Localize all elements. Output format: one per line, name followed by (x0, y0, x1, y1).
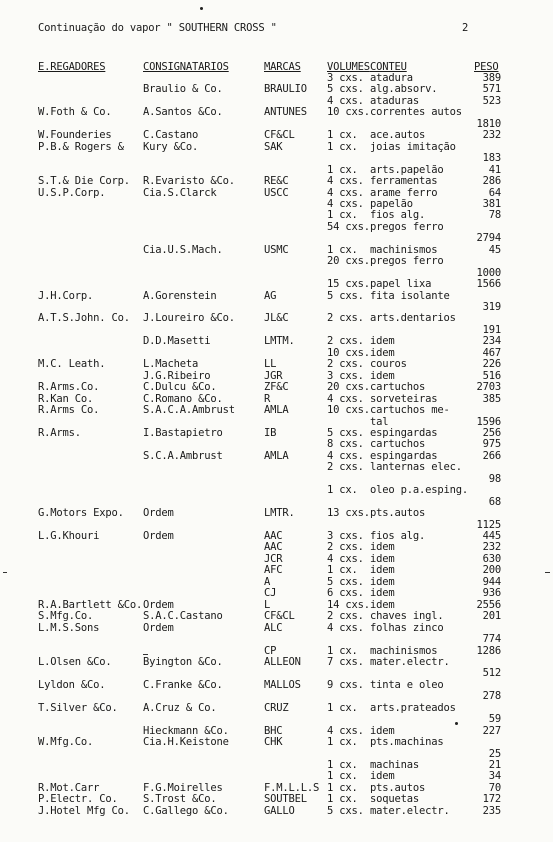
cell-volumes: 5 cxs. (327, 83, 364, 96)
cell-marca: CP (264, 644, 277, 657)
cell-consignatario: Ordem (143, 507, 174, 520)
cell-marca: A (264, 575, 271, 588)
cell-embarcador: P.B.& Rogers & (38, 140, 124, 153)
cell-embarcador: M.C. Leath. (38, 358, 106, 371)
cell-volumes: 8 cxs. (327, 438, 364, 451)
cell-marca: L (264, 598, 271, 611)
cell-conteudo: pts.autos (370, 507, 426, 520)
cell-marca: F.M.L.L.S (264, 781, 320, 794)
cell-conteudo: lanternas elec. (370, 461, 462, 474)
cell-conteudo: idem (370, 552, 395, 565)
cell-marca: AAC (264, 541, 283, 554)
cell-volumes: 2 cxs. (327, 461, 364, 474)
cell-conteudo: machinismos (370, 243, 438, 256)
cell-conteudo: espingardas (370, 426, 438, 439)
cell-marca: BRAULIO (264, 83, 307, 96)
cell-marca: AAC (264, 530, 283, 542)
cell-marca: USCC (264, 186, 289, 199)
cell-conteudo: arame ferro (370, 186, 438, 199)
cell-marca: LL (264, 358, 277, 371)
header-volumes: VOLUMES (327, 61, 370, 73)
cell-marca: BHC (264, 724, 283, 737)
cell-volumes: 10 cxs. (327, 106, 370, 119)
cell-conteudo: pts.machinas (370, 736, 444, 749)
cell-conteudo: correntes autos (370, 106, 462, 119)
margin-mark (143, 654, 148, 655)
cell-embarcador: R.Kan Co. (38, 392, 94, 405)
cell-peso: 467 (482, 346, 501, 359)
cell-consignatario: Ordem (143, 598, 174, 611)
cell-consignatario: Ordem (143, 621, 174, 634)
cell-marca: LMTM. (264, 335, 295, 348)
cell-peso: 266 (482, 449, 501, 462)
cell-embarcador: R.Arms Co. (38, 404, 100, 417)
cell-volumes: 4 cxs. (327, 392, 364, 405)
cell-conteudo: idem (370, 541, 395, 554)
cell-volumes: 20 cxs. (327, 255, 370, 268)
cell-consignatario: Cia.H.Keistone (143, 736, 229, 749)
cell-marca: R (264, 392, 271, 405)
cell-conteudo: ferramentas (370, 175, 438, 188)
ink-dot (455, 722, 458, 725)
ink-dot (200, 7, 203, 10)
cell-conteudo: tinta e oleo (370, 678, 444, 691)
cell-peso: 172 (482, 793, 501, 806)
cell-volumes: 4 cxs. (327, 175, 364, 188)
cell-peso: 630 (482, 552, 501, 565)
cell-volumes: 10 cxs. (327, 404, 370, 417)
cell-consignatario: L.Macheta (143, 358, 199, 371)
cell-volumes: 1 cx. (327, 770, 358, 783)
cell-embarcador: U.S.P.Corp. (38, 186, 106, 199)
cell-embarcador: R.Arms. (38, 426, 81, 439)
cell-peso: 523 (482, 94, 501, 107)
cell-volumes: 7 cxs. (327, 655, 364, 668)
cell-peso: 516 (482, 369, 501, 382)
cell-consignatario: A.Santos &Co. (143, 106, 223, 119)
cell-volumes: 4 cxs. (327, 552, 364, 565)
cell-marca: AFC (264, 564, 283, 577)
cell-peso: 1125 (476, 518, 501, 531)
cell-consignatario: F.G.Moirelles (143, 781, 223, 794)
cell-volumes: 1 cx. (327, 209, 358, 222)
cell-peso: 25 (488, 747, 501, 760)
cell-peso: 256 (482, 426, 501, 439)
cell-consignatario: C.Romano &Co. (143, 392, 223, 405)
cell-peso: 232 (482, 541, 501, 554)
cell-conteudo: cartuchos me- (370, 404, 450, 417)
header-embarcadores: E.REGADORES (38, 61, 106, 73)
cell-volumes: 1 cx. (327, 140, 358, 153)
cell-volumes: 4 cxs. (327, 449, 364, 462)
cell-marca: AMLA (264, 449, 289, 462)
cell-consignatario: Kury &Co. (143, 140, 199, 153)
cell-marca: JCR (264, 552, 283, 565)
cell-consignatario: S.Trost &Co. (143, 793, 217, 806)
cell-volumes: 4 cxs. (327, 197, 364, 210)
cell-marca: CF&CL (264, 610, 295, 623)
cell-embarcador: S.T.& Die Corp. (38, 175, 130, 188)
cell-peso: 68 (488, 495, 501, 508)
cell-conteudo: fita isolante (370, 289, 450, 302)
cell-marca: CHK (264, 736, 283, 749)
cell-peso: 944 (482, 575, 501, 588)
cell-peso: 975 (482, 438, 501, 451)
cell-embarcador: L.M.S.Sons (38, 621, 100, 634)
cell-volumes: 5 cxs. (327, 575, 364, 588)
cell-peso: 2794 (476, 232, 501, 245)
cell-marca: LMTR. (264, 507, 295, 520)
cell-marca: JL&C (264, 312, 289, 325)
cell-conteudo: papelão (370, 197, 413, 210)
cell-conteudo: pts.autos (370, 781, 426, 794)
cell-conteudo: fios alg. (370, 530, 426, 542)
cell-conteudo: papel lixa (370, 278, 432, 291)
cell-conteudo: ataduras (370, 94, 419, 107)
cell-conteudo: pregos ferro (370, 255, 444, 268)
cell-volumes: 4 cxs. (327, 186, 364, 199)
cell-peso: 774 (482, 633, 501, 646)
cell-marca: MALLOS (264, 678, 301, 691)
cell-consignatario: C.Gallego &Co. (143, 804, 229, 817)
cell-consignatario: S.C.A.Ambrust (143, 449, 223, 462)
cell-embarcador: W.Mfg.Co. (38, 736, 94, 749)
cell-volumes: 1 cx. (327, 243, 358, 256)
cell-volumes: 1 cx. (327, 484, 358, 497)
cell-consignatario: D.D.Masetti (143, 335, 211, 348)
cell-peso: 183 (482, 152, 501, 165)
header-peso: PESO (474, 61, 499, 73)
cell-volumes: 2 cxs. (327, 541, 364, 554)
cell-peso: 226 (482, 358, 501, 371)
cell-embarcador: A.T.S.John. Co. (38, 312, 130, 325)
cell-conteudo: cartuchos (370, 438, 426, 451)
cell-volumes: 1 cx. (327, 564, 358, 577)
cell-volumes: 4 cxs. (327, 724, 364, 737)
cell-volumes: 3 cxs. (327, 72, 364, 84)
cell-conteudo: sorveteiras (370, 392, 438, 405)
cell-conteudo: tal (370, 415, 389, 428)
cell-volumes: 3 cxs. (327, 369, 364, 382)
cell-marca: GALLO (264, 804, 295, 817)
header-conteudo: CONTEU (370, 61, 407, 73)
cell-embarcador: W.Foth & Co. (38, 106, 112, 119)
cell-conteudo: idem (370, 598, 395, 611)
cell-marca: CRUZ (264, 701, 289, 714)
cell-volumes: 2 cxs. (327, 335, 364, 348)
cell-peso: 1810 (476, 117, 501, 130)
cell-peso: 389 (482, 72, 501, 84)
cell-marca: CF&CL (264, 129, 295, 142)
cell-conteudo: arts.dentarios (370, 312, 456, 325)
cell-conteudo: cartuchos (370, 381, 426, 394)
cell-peso: 98 (488, 472, 501, 485)
cell-peso: 45 (488, 243, 501, 256)
cell-volumes: 1 cx. (327, 781, 358, 794)
cell-volumes: 1 cx. (327, 736, 358, 749)
cell-embarcador: T.Silver &Co. (38, 701, 118, 714)
cell-volumes: 5 cxs. (327, 426, 364, 439)
cell-volumes: 54 cxs. (327, 220, 370, 233)
cell-volumes: 5 cxs. (327, 289, 364, 302)
cell-peso: 2703 (476, 381, 501, 394)
page-number: 2 (462, 22, 469, 34)
cell-peso: 571 (482, 83, 501, 96)
cell-conteudo: idem (370, 564, 395, 577)
cell-embarcador: R.A.Bartlett &Co. (38, 598, 143, 611)
cell-consignatario: Braulio & Co. (143, 83, 223, 96)
cell-peso: 201 (482, 610, 501, 623)
cell-peso: 191 (482, 323, 501, 336)
cell-peso: 1000 (476, 266, 501, 279)
margin-mark (3, 572, 7, 573)
cell-conteudo: fios alg. (370, 209, 426, 222)
cell-peso: 41 (488, 163, 501, 176)
cell-conteudo: couros (370, 358, 407, 371)
cell-embarcador: G.Motors Expo. (38, 507, 124, 520)
cell-consignatario: A.Gorenstein (143, 289, 217, 302)
cell-marca: SOUTBEL (264, 793, 307, 806)
cell-conteudo: idem (370, 770, 395, 783)
cell-conteudo: idem (370, 587, 395, 600)
cell-marca: ALC (264, 621, 283, 634)
cell-conteudo: espingardas (370, 449, 438, 462)
cell-marca: USMC (264, 243, 289, 256)
cell-volumes: 20 cxs. (327, 381, 370, 394)
cell-volumes: 1 cx. (327, 129, 358, 142)
cell-conteudo: alg.absorv. (370, 83, 438, 96)
cell-peso: 278 (482, 690, 501, 703)
document-title: Continuação do vapor " SOUTHERN CROSS " (38, 22, 277, 34)
cell-consignatario: C.Dulcu &Co. (143, 381, 217, 394)
cell-volumes: 5 cxs. (327, 804, 364, 817)
cell-embarcador: R.Arms.Co. (38, 381, 100, 394)
cell-peso: 235 (482, 804, 501, 817)
cell-marca: SAK (264, 140, 283, 153)
cell-volumes: 9 cxs. (327, 678, 364, 691)
cell-conteudo: mater.electr. (370, 804, 450, 817)
cell-embarcador: S.Mfg.Co. (38, 610, 94, 623)
cell-consignatario: J.Loureiro &Co. (143, 312, 235, 325)
cell-volumes: 4 cxs. (327, 94, 364, 107)
header-consignatarios: CONSIGNATARIOS (143, 61, 229, 73)
cell-conteudo: machinas (370, 759, 419, 771)
cell-peso: 78 (488, 209, 501, 222)
cell-embarcador: Lyldon &Co. (38, 678, 106, 691)
cell-peso: 385 (482, 392, 501, 405)
cell-volumes: 14 cxs. (327, 598, 370, 611)
cell-volumes: 1 cx. (327, 644, 358, 657)
cell-conteudo: oleo p.a.esping. (370, 484, 468, 497)
cell-peso: 59 (488, 713, 501, 726)
cell-peso: 1286 (476, 644, 501, 657)
cell-conteudo: atadura (370, 72, 413, 84)
cell-marca: RE&C (264, 175, 289, 188)
cell-conteudo: idem (370, 575, 395, 588)
cell-peso: 286 (482, 175, 501, 188)
cell-conteudo: folhas zinco (370, 621, 444, 634)
cell-volumes: 2 cxs. (327, 610, 364, 623)
cell-peso: 1596 (476, 415, 501, 428)
cell-consignatario: Hieckmann &Co. (143, 724, 229, 737)
cell-volumes: 13 cxs. (327, 507, 370, 520)
cell-embarcador: J.H.Corp. (38, 289, 94, 302)
cell-conteudo: arts.prateados (370, 701, 456, 714)
cell-consignatario: A.Cruz & Co. (143, 701, 217, 714)
cell-peso: 64 (488, 186, 501, 199)
cell-conteudo: pregos ferro (370, 220, 444, 233)
cell-consignatario: C.Castano (143, 129, 199, 142)
cell-volumes: 1 cx. (327, 701, 358, 714)
cell-peso: 445 (482, 530, 501, 542)
cell-consignatario: C.Franke &Co. (143, 678, 223, 691)
cell-conteudo: idem (370, 335, 395, 348)
cell-marca: ZF&C (264, 381, 289, 394)
cell-volumes: 2 cxs. (327, 358, 364, 371)
cell-conteudo: soquetas (370, 793, 419, 806)
cell-marca: CJ (264, 587, 277, 600)
cell-marca: AMLA (264, 404, 289, 417)
cell-conteudo: idem (370, 724, 395, 737)
cell-consignatario: Cia.U.S.Mach. (143, 243, 223, 256)
cell-peso: 227 (482, 724, 501, 737)
margin-mark (545, 572, 550, 573)
cell-peso: 512 (482, 667, 501, 680)
cell-embarcador: P.Electr. Co. (38, 793, 118, 806)
cell-consignatario: Cia.S.Clarck (143, 186, 217, 199)
cell-marca: IB (264, 426, 277, 439)
cell-consignatario: S.A.C.Castano (143, 610, 223, 623)
cell-peso: 2556 (476, 598, 501, 611)
cell-embarcador: W.Founderies (38, 129, 112, 142)
header-marcas: MARCAS (264, 61, 301, 73)
cell-peso: 319 (482, 301, 501, 313)
cell-peso: 381 (482, 197, 501, 210)
cell-embarcador: L.G.Khouri (38, 530, 100, 542)
cell-marca: JGR (264, 369, 283, 382)
cell-volumes: 10 cxs. (327, 346, 370, 359)
cell-consignatario: I.Bastapietro (143, 426, 223, 439)
cell-marca: AG (264, 289, 277, 302)
cell-peso: 232 (482, 129, 501, 142)
cell-volumes: 1 cx. (327, 163, 358, 176)
cell-conteudo: arts.papelão (370, 163, 444, 176)
cell-consignatario: Ordem (143, 530, 174, 542)
cell-consignatario: R.Evaristo &Co. (143, 175, 235, 188)
cell-volumes: 3 cxs. (327, 530, 364, 542)
cell-conteudo: ace.autos (370, 129, 426, 142)
cell-marca: ANTUNES (264, 106, 307, 119)
cell-conteudo: machinismos (370, 644, 438, 657)
cell-embarcador: J.Hotel Mfg Co. (38, 804, 130, 817)
cell-marca: ALLEON (264, 655, 301, 668)
cell-conteudo: joias imitação (370, 140, 456, 153)
cell-volumes: 4 cxs. (327, 621, 364, 634)
cell-conteudo: chaves ingl. (370, 610, 444, 623)
cell-embarcador: R.Mot.Carr (38, 781, 100, 794)
cell-peso: 234 (482, 335, 501, 348)
cell-conteudo: mater.electr. (370, 655, 450, 668)
cell-peso: 200 (482, 564, 501, 577)
cell-volumes: 1 cx. (327, 759, 358, 771)
cell-conteudo: idem (370, 346, 395, 359)
cell-consignatario: S.A.C.A.Ambrust (143, 404, 235, 417)
cell-consignatario: Byington &Co. (143, 655, 223, 668)
cell-conteudo: idem (370, 369, 395, 382)
cell-volumes: 15 cxs. (327, 278, 370, 291)
cell-peso: 70 (488, 781, 501, 794)
cell-peso: 936 (482, 587, 501, 600)
cell-embarcador: L.Olsen &Co. (38, 655, 112, 668)
cell-peso: 1566 (476, 278, 501, 291)
cell-peso: 21 (488, 759, 501, 771)
cell-volumes: 6 cxs. (327, 587, 364, 600)
cell-peso: 34 (488, 770, 501, 783)
cell-volumes: 1 cx. (327, 793, 358, 806)
cell-volumes: 2 cxs. (327, 312, 364, 325)
cell-consignatario: J.G.Ribeiro (143, 369, 211, 382)
